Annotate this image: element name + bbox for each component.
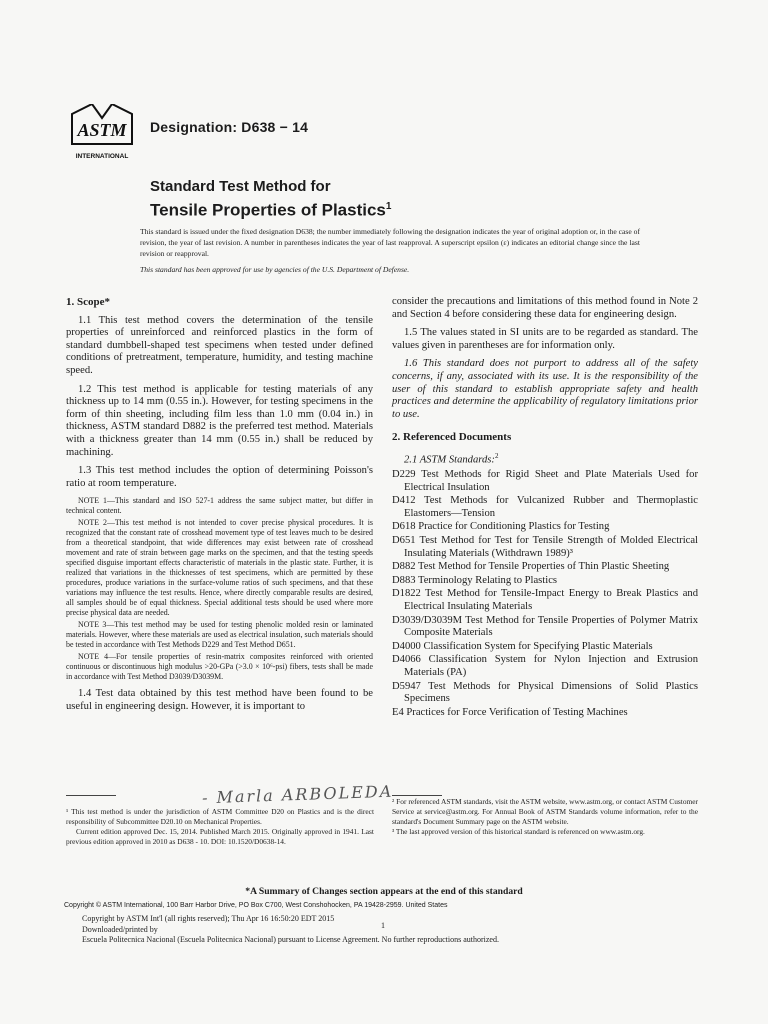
note-1: NOTE 1—This standard and ISO 527-1 address the same subject matter, but differ in technical content.: [66, 496, 373, 516]
footnote-divider: [392, 795, 442, 796]
footnote-2: ² For referenced ASTM standards, visit the ASTM website, www.astm.org, or contact ASTM Customer Service at service@astm.org. For Annual Book of ASTM Standards volume information, refer to the standard's Document Summary page on the ASTM website.: [392, 797, 698, 826]
license-line-3: Escuela Politecnica Nacional (Escuela Politecnica Nacional) pursuant to License Agreement. No further reproductions authorized.: [82, 935, 499, 944]
reference-item: D651 Test Method for Test for Tensile Strength of Molded Electrical Insulating Materials (Withdrawn 1989)³: [392, 535, 698, 559]
reference-item: D4000 Classification System for Specifying Plastic Materials: [392, 640, 653, 652]
document-title: [150, 177, 391, 221]
footnotes-left: [66, 807, 374, 847]
footnotes-right: [392, 797, 698, 837]
license-line-2: Downloaded/printed by: [82, 924, 158, 934]
paragraph-1-4: 1.4 Test data obtained by this test method have been found to be useful in engineering design. However, it is important to: [66, 688, 373, 712]
footnote-divider: [66, 795, 116, 796]
handwritten-name: - Marla ARBOLEDA: [201, 781, 394, 808]
page-number: 1: [381, 921, 385, 930]
paragraph-1-4-cont: consider the precautions and limitations of this method found in Note 2 and Section 4 before considering these data for engineering design.: [392, 296, 698, 320]
title-line2: Tensile Properties of Plastics$^1$: [150, 200, 392, 220]
scope-heading: 1. Scope*: [66, 296, 110, 308]
right-column: [392, 296, 698, 720]
reference-item: E4 Practices for Force Verification of Testing Machines: [392, 706, 628, 718]
reference-item: D882 Test Method for Tensile Properties of Thin Plastic Sheeting: [392, 561, 670, 573]
footnote-3: ³ The last approved version of this historical standard is referenced on www.astm.org.: [392, 827, 645, 836]
title-line1: Standard Test Method for: [150, 178, 331, 195]
reference-item: D229 Test Methods for Rigid Sheet and Plate Materials Used for Electrical Insulation: [392, 469, 698, 493]
paragraph-1-2: 1.2 This test method is applicable for testing materials of any thickness up to 14 mm (0.55 in.). However, for testing specimens in the form of thin sheeting, including film less than 1.0 mm (0.04 in.) in thickness, ASTM standard D882 is the preferred test method. Materials with a thickness greater than 14 mm (0.55 in.) shall be reduced by machining.: [66, 383, 373, 458]
paragraph-1-5: 1.5 The values stated in SI units are to be regarded as standard. The values given in parentheses are for information only.: [392, 327, 698, 351]
left-column: [66, 296, 373, 720]
footnote-1: ¹ This test method is under the jurisdiction of ASTM Committee D20 on Plastics and is the direct responsibility of Subcommittee D20.10 on Mechanical Properties.: [66, 807, 374, 826]
note-4: NOTE 4—For tensile properties of resin-matrix composites reinforced with oriented continuous or discontinuous high modulus >20-GPa (>3.0 × 10⁶-psi) fibers, tests shall be made in accordance with Test Method D3039/D3039M.: [66, 652, 373, 682]
note-2: NOTE 2—This test method is not intended to cover precise physical procedures. It is recognized that the constant rate of crosshead movement type of test leaves much to be desired from a theoretical standpoint, that wide differences may exist between rate of crosshead movement and rate of strain between gage marks on the specimen, and that the testing speeds specified disguise important effects characteristic of materials in the plastic state. Further, it is realized that variations in the thicknesses of test specimens, which are permitted by these procedures, produce variations in the surface-volume ratios of such specimens, and that these variations may influence the test results. Hence, where directly comparable results are desired, all samples should be of equal thickness. Special additional tests should be used where more precise physical data are needed.: [66, 518, 373, 618]
reference-item: D618 Practice for Conditioning Plastics for Testing: [392, 521, 610, 533]
footnote-1-edition: Current edition approved Dec. 15, 2014. Published March 2015. Originally approved in 1941. Last previous edition approved in 2010 as D638 - 10. DOI: 10.1520/D0638-14.: [66, 827, 374, 846]
note-3: NOTE 3—This test method may be used for testing phenolic molded resin or laminated materials. However, where these materials are used as electrical insulation, such materials should be tested in accordance with Test Methods D229 and Test Method D651.: [66, 620, 373, 650]
paragraph-1-1: 1.1 This test method covers the determination of the tensile properties of unreinforced and reinforced plastics in the form of standard dumbbell-shaped test specimens when tested under defined conditions of pretreatment, temperature, humidity, and testing machine speed.: [66, 314, 373, 376]
reference-list: [392, 469, 698, 719]
reference-item: D5947 Test Methods for Physical Dimensions of Solid Plastics Specimens: [392, 680, 698, 705]
designation: Designation: D638 − 14: [150, 119, 309, 135]
standard-note: This standard is issued under the fixed designation D638; the number immediately following the designation indicates the year of original adoption or, in the case of revision, the year of last revision. A number in parentheses indicates the year of last reapproval. A superscript epsilon (ε) indicates an editorial change since the last revision or reapproval.: [140, 227, 640, 258]
copyright-line: Copyright © ASTM International, 100 Barr Harbor Drive, PO Box C700, West Conshohocken, PA 19428-2959. United States: [64, 902, 448, 909]
reference-item: D4066 Classification System for Nylon Injection and Extrusion Materials (PA): [392, 654, 698, 678]
reference-item: D1822 Test Method for Tensile-Impact Energy to Break Plastics and Electrical Insulating Materials: [392, 588, 698, 612]
reference-item: D412 Test Methods for Vulcanized Rubber and Thermoplastic Elastomers—Tension: [392, 495, 698, 519]
paragraph-1-6: 1.6 This standard does not purport to address all of the safety concerns, if any, associated with its use. It is the responsibility of the user of this standard to establish appropriate safety and health practices and determine the applicability of regulatory limitations prior to use.: [392, 358, 698, 420]
dod-note: This standard has been approved for use by agencies of the U.S. Department of Defense.: [140, 265, 410, 274]
logo-subtext: INTERNATIONAL: [75, 153, 129, 160]
reference-item: D3039/D3039M Test Method for Tensile Properties of Polymer Matrix Composite Materials: [392, 614, 698, 639]
reference-item: D883 Terminology Relating to Plastics: [392, 574, 558, 586]
logo-text: ASTM: [77, 120, 127, 140]
license-line-1: Copyright by ASTM Int'l (all rights reserved); Thu Apr 16 16:50:20 EDT 2015: [82, 914, 335, 923]
license-block: [82, 914, 499, 946]
astm-logo: [62, 104, 140, 164]
paragraph-1-3: 1.3 This test method includes the option of determining Poisson's ratio at room temperature.: [66, 465, 373, 489]
references-heading: 2. Referenced Documents: [392, 431, 512, 444]
astm-standards-sub: 2.1 ASTM Standards:$^2$: [404, 451, 499, 466]
summary-of-changes: *A Summary of Changes section appears at the end of this standard: [245, 886, 523, 897]
